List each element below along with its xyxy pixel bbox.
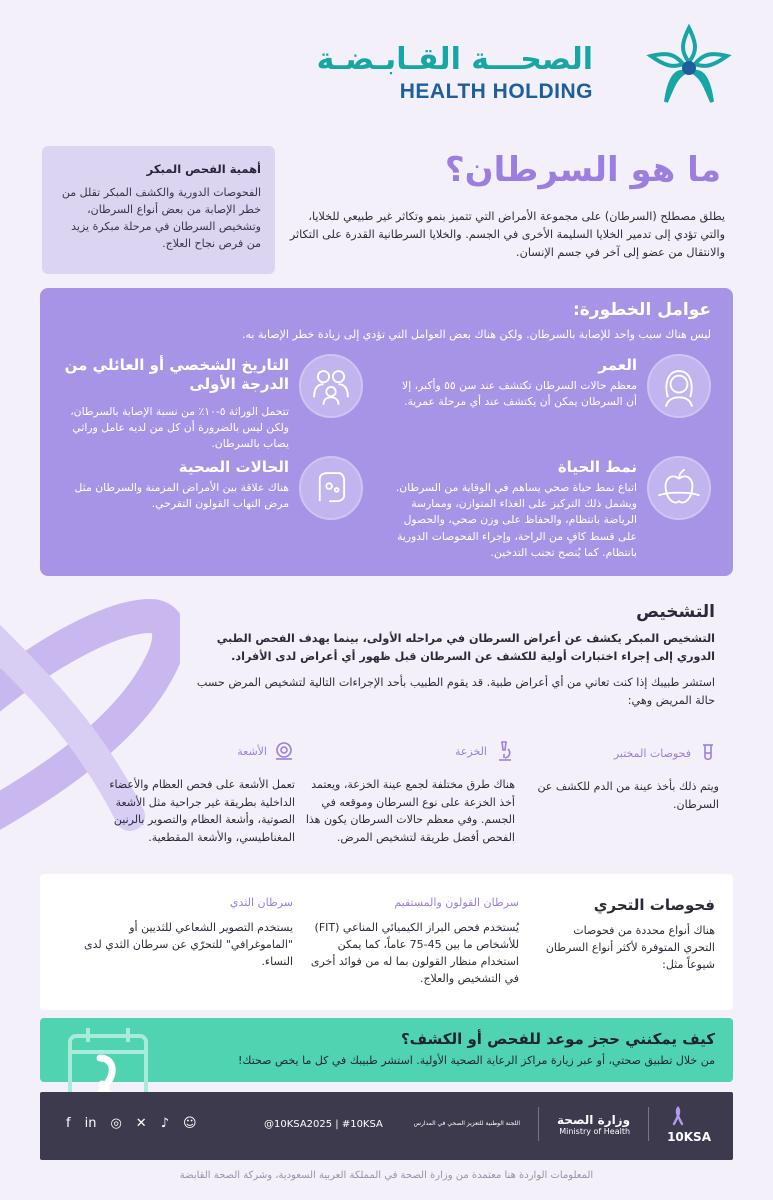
- screening-breast-text: يستخدم التصوير الشعاعي للثديين أو "الماموغرافي" للتحرّي عن سرطان الثدي لدى النساء.: [84, 921, 293, 969]
- screening-breast-title: سرطان الثدي: [229, 896, 293, 909]
- apple-measure-icon: [647, 456, 711, 520]
- campaign-logo: [667, 1104, 711, 1144]
- test-lab-text: ويتم ذلك بأخذ عينة من الدم للكشف عن السرطان.: [537, 780, 719, 811]
- logo-divider: [648, 1107, 649, 1141]
- booking-banner: [40, 1018, 733, 1082]
- risk-factors-panel: [40, 288, 733, 576]
- mri-scanner-icon: [273, 740, 295, 762]
- booking-heading: كيف يمكنني حجز موعد للفحص أو الكشف؟: [400, 1030, 715, 1048]
- screening-colorectal-title: سرطان القولون والمستقيم: [394, 896, 519, 909]
- test-tube-icon: [697, 742, 719, 764]
- test-radiology-label: الأشعة: [237, 744, 267, 758]
- partner-logos: [410, 1104, 711, 1144]
- early-detection-heading: أهمية الفحص المبكر: [146, 162, 261, 176]
- campaign-tags: @10KSA2025 | #10KSA: [264, 1119, 383, 1130]
- risk-factor-lifestyle-text: اتباع نمط حياة صحي يساهم في الوقاية من السرطان. ويشمل ذلك التركيز على الغذاء المتوازن، وممارسة الرياضة بانتظام، والحفاظ على وزن صحي، والحصول على قسط كافٍ من الراحة، وإجراء الفحوصات الدورية بانتظام. كما يُنصح تجنب التدخين.: [395, 481, 637, 559]
- ministry-of-health-logo: [557, 1113, 630, 1136]
- screening-panel: [40, 874, 733, 1010]
- committee-logo-text: اللجنة الوطنية للتعزيز الصحي في المدارس: [413, 1120, 521, 1128]
- screening-breast: [83, 896, 293, 970]
- brand-name-arabic: الصحـــة القـابـضـة: [316, 42, 593, 77]
- risk-factor-health-conditions-title: الحالات الصحية: [178, 458, 289, 476]
- screening-colorectal-text: يُستخدم فحص البراز الكيميائي المناعي (FIT) للأشخاص ما بين 45-75 عاماً، كما يمكن استخدام منظار القولون بما له من فوائد أخرى في التشخيص والعلاج.: [310, 921, 519, 986]
- campaign-name: 10KSA: [667, 1130, 711, 1144]
- test-lab-label: فحوصات المختبر: [613, 746, 691, 760]
- family-icon: [299, 354, 363, 418]
- source-note: المعلومات الواردة هنا معتمدة من وزارة الصحة في المملكة العربية السعودية، وشركة الصحة القابضة: [179, 1170, 594, 1181]
- footer-bar: [40, 1092, 733, 1160]
- test-biopsy-label: الخزعة: [454, 744, 487, 758]
- risk-factor-family-history: [33, 354, 363, 454]
- intro-text: يطلق مصطلح (السرطان) على مجموعة الأمراض التي تتميز بنمو وتكاثر غير طبيعي للخلايا، والتي تؤدي إلى تدمير الخلايا السليمة الأخرى في الجسم. والخلايا السرطانية القدرة على التكاثر والانتقال من عضو إلى آخر في جسم الإنسان.: [289, 210, 725, 260]
- risk-factor-family-history-title: التاريخ الشخصي أو العائلي من الدرجة الأولى: [64, 356, 289, 393]
- risk-factor-family-history-text: تتحمل الوراثة ٥-١٠٪ من نسبة الإصابة بالسرطان، ولكن ليس بالضرورة أن كل من لديه عامل وراثي يصاب بالسرطان.: [70, 405, 289, 451]
- diagnosis-advice: استشر طبيبك إذا كنت تعاني من أي أعراض طبية. قد يقوم الطبيب بأحد الإجراءات التالية لتشخيص المرض حسب حالة المريض وهي:: [196, 676, 715, 707]
- test-biopsy-text: هناك طرق مختلفة لجمع عينة الخزعة، ويعتمد أخذ الخزعة على نوع السرطان وموقعه في الجسم. وفي معظم حالات السرطان يكون هذا الفحص أفضل طريقة لتشخيص المرض.: [305, 778, 515, 844]
- health-holding-star-icon: [645, 22, 733, 110]
- risk-factor-lifestyle-title: نمط الحياة: [557, 458, 637, 476]
- screening-text: هناك أنواع محددة من فحوصات التحري المتوفرة لأكثر أنواع السرطان شيوعاً مثل:: [545, 924, 715, 972]
- risk-factor-age-text: معظم حالات السرطان تكتشف عند سن ٥٥ وأكبر، إلا أن السرطان يمكن أن يكتشف عند أي مرحلة عمرية.: [402, 379, 637, 409]
- ribbon-icon: [667, 1104, 689, 1126]
- screening-colorectal: [309, 896, 519, 987]
- early-detection-card: [42, 146, 275, 274]
- test-radiology-text: تعمل الأشعة على فحص العظام والأعضاء الداخلية بطريقة غير جراحية مثل الأشعة الصوتية، وأشعة العظام والتصوير بالرنين المغناطيسي، والأشعة المقطعية.: [109, 778, 295, 844]
- test-biopsy: [295, 740, 515, 846]
- x-icon[interactable]: ✕: [135, 1116, 147, 1131]
- risk-factors-subtitle: ليس هناك سبب واحد للإصابة بالسرطان. ولكن هناك بعض العوامل التي تؤدي إلى زيادة خطر الإصابة به.: [242, 328, 711, 341]
- risk-factor-health-conditions: [33, 456, 363, 556]
- moh-name-arabic: وزارة الصحة: [557, 1112, 631, 1127]
- early-detection-text: الفحوصات الدورية والكشف المبكر تقلل من خطر الإصابة من بعض أنواع السرطان، وتشخيص السرطان في مرحلة مبكرة يزيد من فرص نجاح العلاج.: [61, 186, 261, 251]
- risk-factor-lifestyle: [381, 456, 711, 559]
- microscope-icon: [493, 740, 515, 762]
- risk-factor-age-title: العمر: [598, 356, 637, 374]
- logo-divider: [538, 1107, 539, 1141]
- risk-factors-heading: عوامل الخطورة:: [572, 300, 711, 320]
- brand-logo: [173, 22, 733, 112]
- moh-name-english: Ministry of Health: [559, 1126, 631, 1136]
- brand-name-english: HEALTH HOLDING: [399, 80, 593, 103]
- test-radiology: [75, 740, 295, 846]
- linkedin-icon[interactable]: in: [84, 1116, 97, 1131]
- diagnosis-heading: التشخيص: [636, 602, 715, 622]
- colon-icon: [299, 456, 363, 520]
- elderly-woman-icon: [647, 354, 711, 418]
- risk-factor-health-conditions-text: هناك علاقة بين الأمراض المزمنة والسرطان مثل مرض التهاب القولون التقرحي.: [74, 481, 289, 511]
- page-title: ما هو السرطان؟: [444, 150, 721, 190]
- screening-heading: فحوصات التحري: [593, 896, 715, 914]
- test-lab: [499, 742, 719, 813]
- social-links: [66, 1116, 197, 1131]
- diagnosis-intro: التشخيص المبكر يكشف عن أعراض السرطان في مراحله الأولى، بينما يهدف الفحص الطبي الدوري إلى إجراء اختبارات أولية للكشف عن السرطان قبل ظهور أي أعراض لدى الأفراد.: [216, 632, 715, 663]
- facebook-icon[interactable]: f: [66, 1116, 71, 1131]
- snapchat-icon[interactable]: ☺: [182, 1116, 197, 1131]
- risk-factor-age: [381, 354, 711, 454]
- booking-text: من خلال تطبيق صحتي، أو عبر زيارة مراكز الرعاية الصحية الأولية. استشر طبيبك في كل ما يخص صحتك!: [238, 1054, 715, 1067]
- instagram-icon[interactable]: ◎: [110, 1116, 122, 1131]
- tiktok-icon[interactable]: ♪: [160, 1116, 169, 1131]
